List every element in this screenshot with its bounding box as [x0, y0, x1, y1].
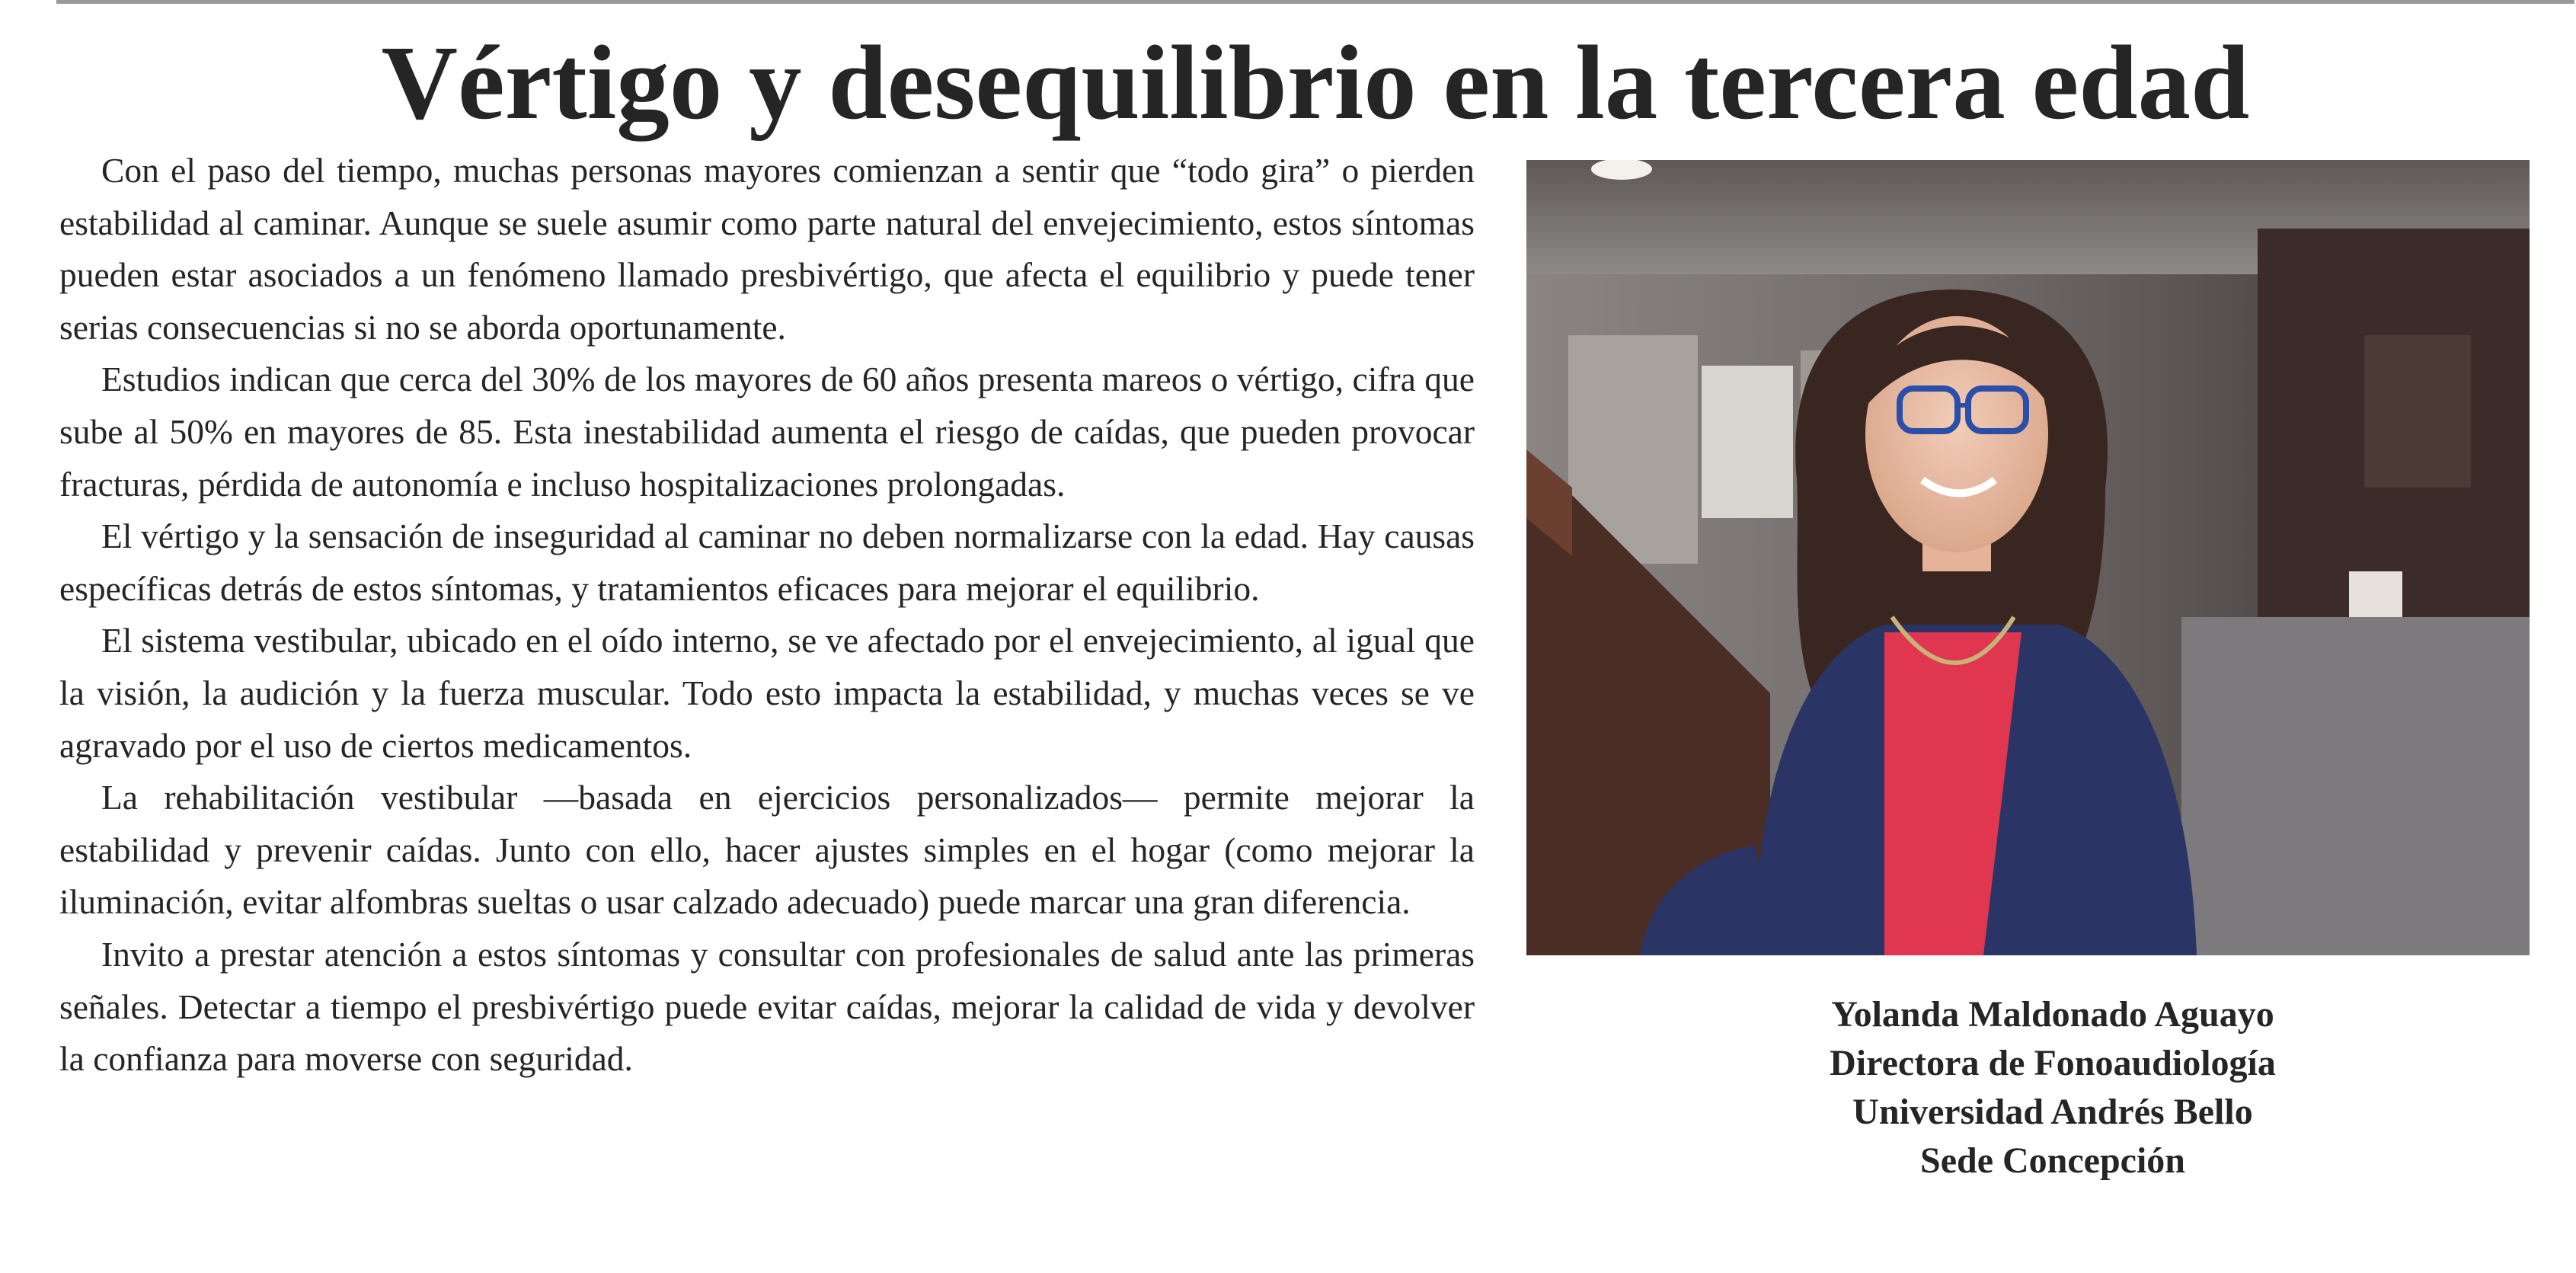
author-campus: Sede Concepción — [1920, 1140, 2185, 1181]
article-paragraph: El sistema vestibular, ubicado en el oído interno, se ve afectado por el envejecimiento, al igual que la visión, la audición y la fuerza muscular. Todo esto impacta la estabilidad, y muchas veces se ve agravado por el uso de ciertos medicamentos. — [59, 621, 1475, 765]
article-paragraph: La rehabilitación vestibular —basada en ejercicios personalizados— permite mejorar la estabilidad y prevenir caídas. Junto con ello, hacer ajustes simples en el hogar (como mejorar la iluminación, evitar alfombras sueltas o usar calzado adecuado) puede marcar una gran diferencia. — [59, 778, 1475, 922]
article-paragraph: Invito a prestar atención a estos síntomas y consultar con profesionales de salud ante las primeras señales. Detectar a tiempo el presbivértigo puede evitar caídas, mejorar la calidad de vida y devolver la confianza para moverse con seguridad. — [59, 934, 1475, 1079]
article-paragraph: El vértigo y la sensación de inseguridad al caminar no deben normalizarse con la edad. Hay causas específicas detrás de estos síntomas, y tratamientos eficaces para mejorar el equilibrio. — [59, 517, 1475, 608]
author-institution: Universidad Andrés Bello — [1852, 1092, 2253, 1132]
photo-caption — [1526, 990, 2576, 1185]
article-paragraph: Con el paso del tiempo, muchas personas mayores comienzan a sentir que “todo gira” o pierden estabilidad al caminar. Aunque se suele asumir como parte natural del envejecimiento, estos síntomas pueden estar asociados a un fenómeno llamado presbivértigo, que afecta el equilibrio y puede tener serias consecuencias si no se aborda oportunamente. — [59, 151, 1475, 347]
article-body — [59, 145, 1475, 1086]
top-rule — [56, 0, 2574, 4]
headline: Vértigo y desequilibrio en la tercera edad — [381, 24, 2250, 142]
author-photo — [1526, 160, 2530, 955]
author-name: Yolanda Maldonado Aguayo — [1831, 994, 2274, 1035]
article-paragraph: Estudios indican que cerca del 30% de los mayores de 60 años presenta mareos o vértigo, cifra que sube al 50% en mayores de 85. Esta inestabilidad aumenta el riesgo de caídas, que pueden provocar fracturas, pérdida de autonomía e incluso hospitalizaciones prolongadas. — [59, 360, 1475, 504]
author-role: Directora de Fonoaudiología — [1830, 1043, 2276, 1083]
